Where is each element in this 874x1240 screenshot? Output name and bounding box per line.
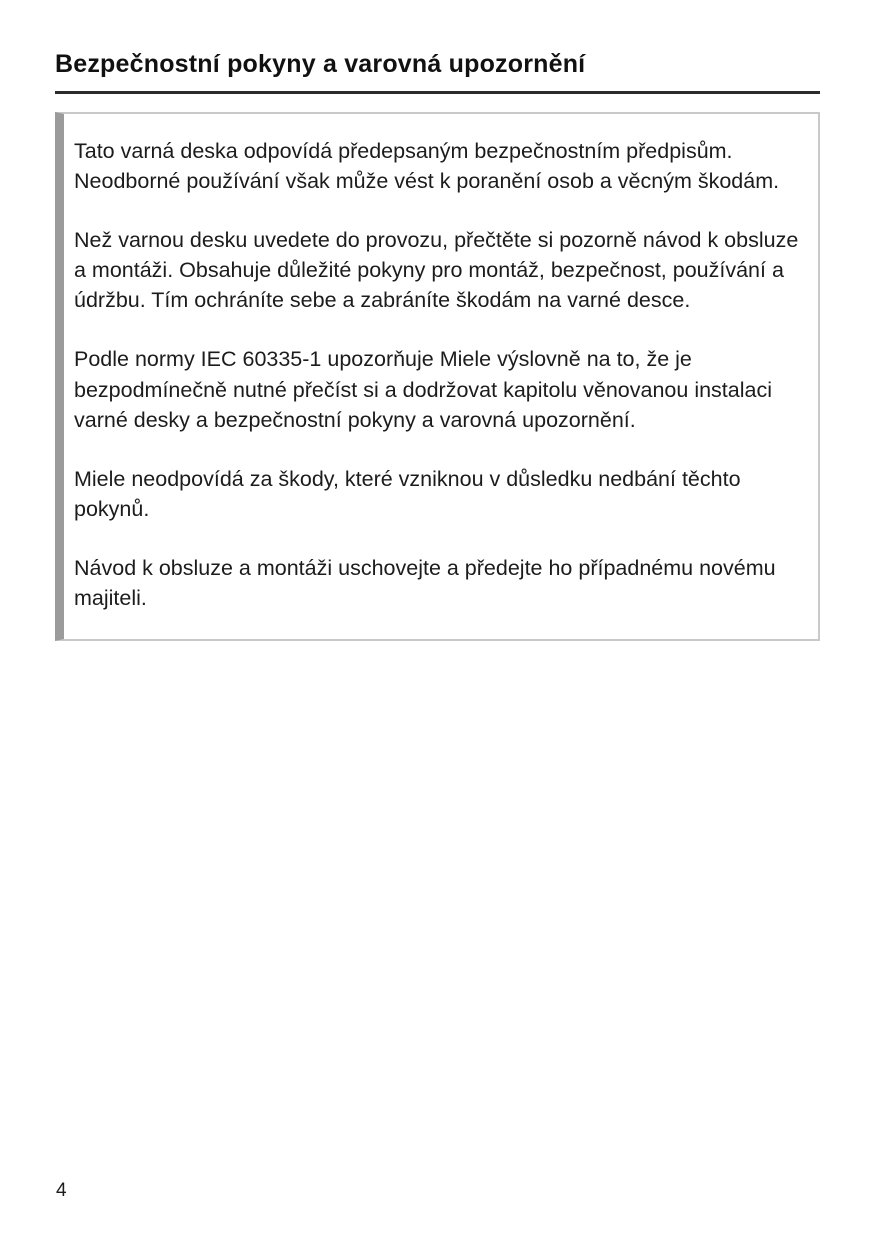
safety-paragraph: Podle normy IEC 60335-1 upozorňuje Miele výslovně na to, že je bezpodmínečně nutné přečíst si a dodržovat kapitolu věnovanou instalaci varné desky a bezpečnostní pokyny a varovná upozornění. [74,347,772,432]
safety-paragraph: Než varnou desku uvedete do provozu, přečtěte si pozorně návod k obsluze a montáži. Obsahuje důležité pokyny pro montáž, bezpečnost, používání a údržbu. Tím ochráníte sebe a zabráníte škodám na varné desce. [74,228,799,313]
safety-paragraph: Návod k obsluze a montáži uschovejte a předejte ho případnému novému majiteli. [74,555,776,611]
safety-paragraph: Tato varná deska odpovídá předepsaným bezpečnostním předpisům. Neodborné používání však může vést k poranění osob a věcným škodám. [74,139,780,194]
page-footer [56,1180,67,1202]
safety-instructions-box [55,112,820,641]
page-number: 4 [56,1180,67,1201]
page-header [55,50,820,94]
title-divider [55,91,820,94]
safety-paragraph: Miele neodpovídá za škody, které vzniknou v důsledku nedbání těchto pokynů. [74,466,741,521]
page-title: Bezpečnostní pokyny a varovná upozornění [55,50,586,78]
